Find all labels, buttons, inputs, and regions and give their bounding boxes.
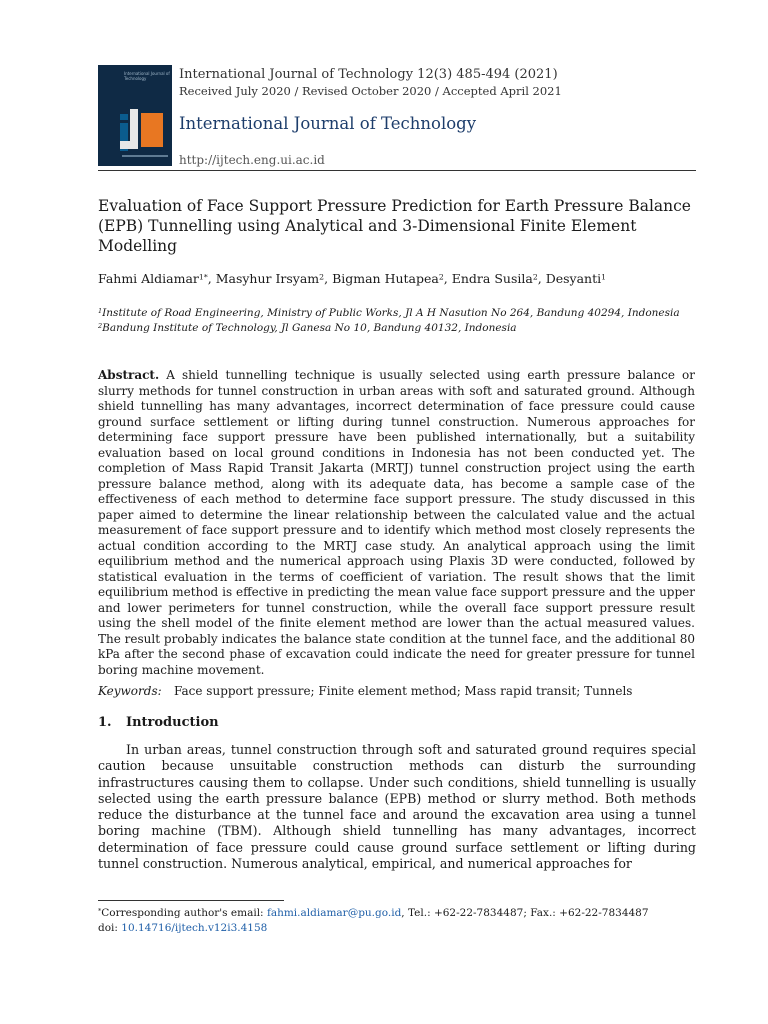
author-sup: 2 [319,272,325,282]
journal-url[interactable]: http://ijtech.eng.ui.ac.id [179,153,325,167]
author-name: Bigman Hutapea [332,271,439,286]
section-number: 1. [98,715,112,730]
author-sup: 2 [532,272,538,282]
affiliation-2 [98,322,696,334]
author-sep: , [537,271,546,286]
received-dates: Received July 2020 / Revised October 2020 / Accepted April 2021 [179,84,562,98]
footnote-divider [98,900,284,901]
author-sup: 1* [198,272,208,282]
author-list [98,271,696,286]
author-email-link[interactable]: fahmi.aldiamar@pu.go.id [266,907,402,919]
doi-label: doi: [98,922,122,934]
author-sep: , [207,271,216,286]
keywords [98,684,696,698]
author-name: Masyhur Irsyam [215,271,320,286]
author-sep: , [324,271,333,286]
affiliation-sup: 1 [98,307,103,316]
intro-paragraph: In urban areas, tunnel construction through soft and saturated ground requires special caution because unsuitable construction methods can disturb the surrounding infrastructures causing them to collapse. Under such conditions, shield tunnelling is usually selected using the earth pressure balance (EPB) method or slurry method. Both methods reduce the disturbance at the tunnel face and around the excavation area using a tunnel boring machine (TBM). Although shield tunnelling has many advantages, incorrect determination of face pressure could cause ground surface settlement or lifting during tunnel construction. Numerous analytical, empirical, and numerical approaches for [98,742,696,872]
cover-logo-t [141,113,163,147]
cover-journal-name: International Journal of Technology [124,71,170,81]
abstract [98,368,695,678]
footnote-sup: * [98,907,102,916]
author-name: Endra Susila [451,271,533,286]
paper-title: Evaluation of Face Support Pressure Prediction for Earth Pressure Balance (EPB) Tunnelling using Analytical and 3-Dimensional Finite Element Modelling [98,197,691,255]
author-sep: , [443,271,452,286]
journal-cover-image [98,65,172,166]
keywords-label: Keywords: [98,684,162,698]
affiliation-sup: 2 [98,322,103,331]
footnote-label: Corresponding author's email: [101,907,267,919]
affiliation-text: Bandung Institute of Technology, Jl Ganesa No 10, Bandung 40132, Indonesia [102,322,517,334]
author-sup: 2 [438,272,444,282]
doi-footnote [98,922,696,934]
doi-link[interactable]: 10.14716/ijtech.v12i3.4158 [121,922,268,934]
section-title: Introduction [126,715,219,730]
footnote-contact: , Tel.: +62-22-7834487; Fax.: +62-22-7834487 [401,907,649,919]
author-name: Desyanti [545,271,602,286]
affiliation-1 [98,307,696,319]
corresponding-author-footnote [98,907,696,919]
journal-name: International Journal of Technology [179,114,477,133]
cover-logo-j [130,109,138,153]
affiliation-text: Institute of Road Engineering, Ministry of Public Works, Jl A H Nasution No 264, Bandung 40294, Indonesia [102,307,680,319]
cover-footer-line [122,155,168,157]
author-name: Fahmi Aldiamar [98,271,199,286]
author-sup: 1 [601,272,607,282]
section-heading [98,715,219,730]
abstract-label: Abstract. [98,368,160,382]
header-divider [98,170,696,171]
keywords-text: Face support pressure; Finite element method; Mass rapid transit; Tunnels [174,684,633,698]
abstract-text: A shield tunnelling technique is usually selected using earth pressure balance or slurry methods for tunnel construction in urban areas with soft and saturated ground. Although shield tunnelling has many advantages, incorrect determination of face pressure could cause ground surface settlement or lifting during tunnel construction. Numerous approaches for determining face support pressure have been published internationally, but a suitability evaluation based on local ground conditions in Indonesia has not been conducted yet. The completion of Mass Rapid Transit Jakarta (MRTJ) tunnel construction project using the earth pressure balance method, along with its adequate data, has become a sample case of the effectiveness of each method to determine face support pressure. The study discussed in this paper aimed to determine the linear relationship between the calculated value and the actual measurement of face support pressure and to identify which method most closely represents the actual condition according to the MRTJ case study. An analytical approach using the limit equilibrium method and the numerical approach using Plaxis 3D were conducted, followed by statistical evaluation in the terms of coefficient of variation. The result shows that the limit equilibrium method is effective in predicting the mean value face support pressure and the upper and lower perimeters for tunnel construction, while the overall face support pressure result using the shell model of the finite element method are lower than the actual measured values. The result probably indicates the balance state condition at the tunnel face, and the additional 80 kPa after the second phase of excavation could indicate the need for greater pressure for tunnel boring machine movement. [98,368,695,677]
journal-citation: International Journal of Technology 12(3) 485-494 (2021) [179,67,558,82]
